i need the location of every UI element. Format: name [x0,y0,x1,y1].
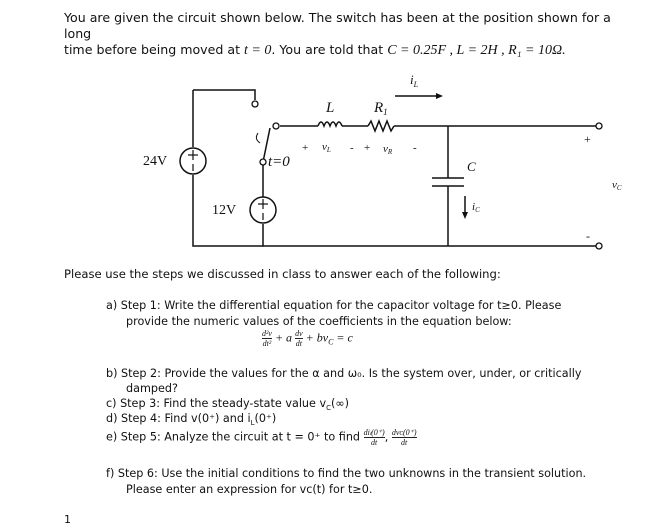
question-c-text: c) Step 3: Find the steady-state value v [106,397,327,410]
question-c-sub: C [326,404,331,413]
question-d-end: (0⁺) [254,412,277,425]
vr-label: vR [383,143,393,156]
switch-time-label: t=0 [268,154,290,170]
switch-terminal-common [273,123,279,129]
intro-line-2-prefix: time before being moved at [64,42,245,57]
intro-params: C = 0.25F , L = 2H , R₁ = 10Ω. [387,43,566,58]
il-label: $i_L$ [410,72,419,89]
eq-frac-d1: $\frac{dv}{dt}$ [295,329,303,348]
resistor-label: $R_1$ [374,100,388,117]
vl-minus: - [350,142,354,154]
eq-sub-c: C [328,337,334,347]
source-12v-label: 12V [212,203,237,218]
vl-plus: + [302,142,309,154]
vc-label: vC [612,179,622,192]
vc-minus: - [586,229,590,243]
question-f-line-2: Please enter an expression for vᴄ(t) for t≥0. [126,483,373,496]
switch-terminal-top [252,101,258,107]
inductor-label: L [326,100,335,116]
source-24v-label: 24V [143,154,168,169]
eq-plus-a: + a [274,330,293,345]
eq-end: = c [336,330,353,345]
question-d-text: d) Step 4: Find v(0⁺) and i [106,412,251,425]
page-number: 1 [64,513,71,526]
switch-curve-arrow [256,133,260,143]
output-terminal-bottom [596,243,602,249]
question-e [106,428,417,447]
ic-arrowhead [462,212,468,219]
differential-equation [262,329,353,348]
question-b-line-2: damped? [126,382,178,395]
question-e-frac-2: $\frac{\text{dvᴄ(0⁺)}}{dt}$ [391,428,417,447]
question-e-frac-1: $\frac{\text{diₗ(0⁺)}}{dt}$ [363,428,385,447]
instructions: Please use the steps we discussed in class to answer each of the following: [64,267,501,281]
question-e-sep: , [384,430,389,444]
switch-terminal-bottom [260,159,266,165]
vl-label: vL [322,141,331,154]
eq-frac-d2: $\frac{\text{d²v}}{\text{dt²}}$ [262,329,272,348]
ic-label: iC [472,201,480,214]
question-c-end: (∞) [330,397,350,410]
question-a-line-1: a) Step 1: Write the differential equation for the capacitor voltage for t≥0. Please [106,299,562,312]
inductor-coils [318,122,342,126]
vc-plus: + [584,132,591,146]
question-f-line-1: f) Step 6: Use the initial conditions to find the two unknowns in the transient solution. [106,467,587,480]
eq-plus-bv: + bv [305,330,329,345]
question-b-line-1: b) Step 2: Provide the values for the α and ω₀. Is the system over, under, or critically [106,367,582,380]
resistor-zigzag [368,121,394,131]
il-arrowhead [436,93,443,99]
capacitor-label: C [467,159,476,174]
vr-plus: + [364,142,371,154]
output-terminal-top [596,123,602,129]
vr-minus: - [413,142,417,154]
wire-top-left [193,90,255,100]
intro-t-eq: t = 0 [244,43,272,58]
question-d-sub: L [250,419,255,428]
intro-line-1: You are given the circuit shown below. The switch has been at the position shown for a long [64,10,611,41]
intro-line-2-mid: . You are told that [271,42,388,57]
question-e-text: e) Step 5: Analyze the circuit at t = 0⁺ to find [106,430,361,444]
question-a-line-2: provide the numeric values of the coefficients in the equation below: [126,315,512,328]
